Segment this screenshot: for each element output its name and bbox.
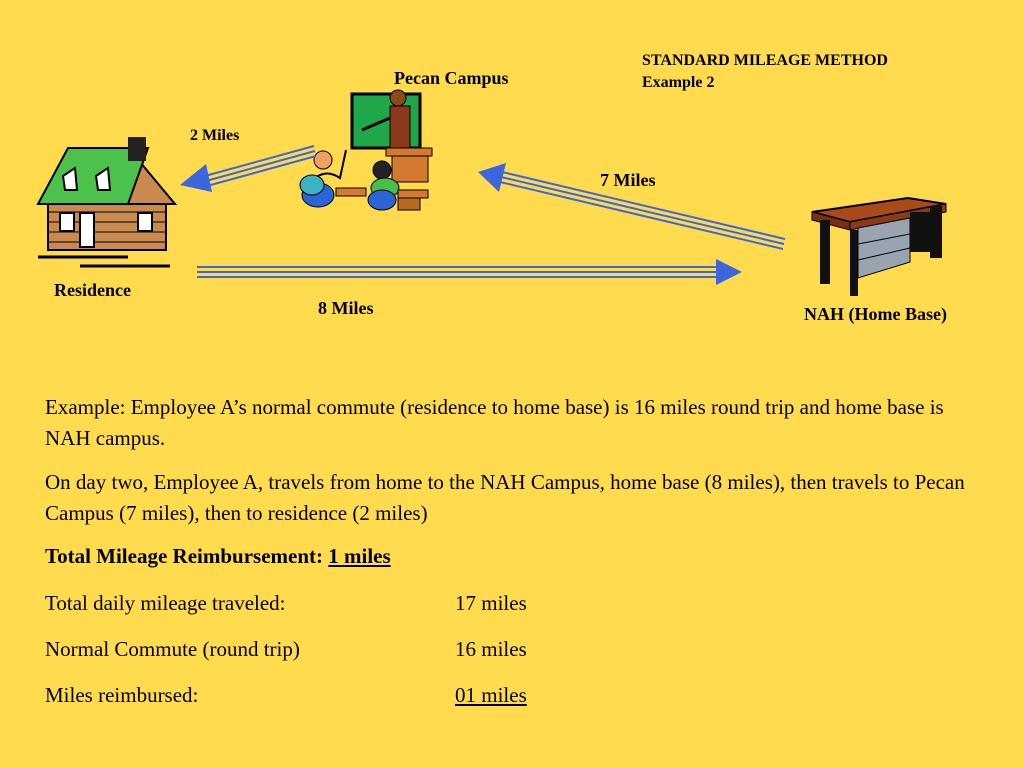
total-label: Total Mileage Reimbursement: <box>45 544 324 568</box>
classroom-icon <box>300 90 432 210</box>
edge-label-8-miles: 8 Miles <box>318 298 374 318</box>
summary-row-traveled <box>45 591 527 616</box>
day-two-paragraph: On day two, Employee A, travels from home to the NAH Campus, home base (8 miles), then travels to Pecan Campus (7 miles), then to residence (2 miles) <box>45 470 965 525</box>
row-label: Miles reimbursed: <box>45 683 199 707</box>
row-label: Total daily mileage traveled: <box>45 591 286 615</box>
pecan-campus-label: Pecan Campus <box>394 68 509 88</box>
row-value: 16 miles <box>455 637 527 661</box>
arrow-campus-to-residence <box>180 146 316 192</box>
row-value: 01 miles <box>455 683 527 707</box>
row-value: 17 miles <box>455 591 527 615</box>
row-label: Normal Commute (round trip) <box>45 637 300 661</box>
total-value: 1 miles <box>328 544 391 568</box>
total-reimbursement <box>45 544 391 569</box>
home-base-label: NAH (Home Base) <box>804 304 947 324</box>
edge-label-7-miles: 7 Miles <box>600 170 656 190</box>
example-paragraph: Example: Employee A’s normal commute (residence to home base) is 16 miles round trip and home base is NAH campus. <box>45 395 944 450</box>
summary-row-commute <box>45 637 527 662</box>
header-subtitle: Example 2 <box>642 74 715 91</box>
edge-label-2-miles: 2 Miles <box>190 127 240 144</box>
arrow-residence-to-nah <box>197 259 742 285</box>
residence-label: Residence <box>54 280 131 300</box>
summary-row-reimbursed <box>45 683 527 708</box>
house-icon <box>38 137 175 266</box>
header-title: STANDARD MILEAGE METHOD <box>642 52 888 69</box>
desk-icon <box>812 198 946 296</box>
